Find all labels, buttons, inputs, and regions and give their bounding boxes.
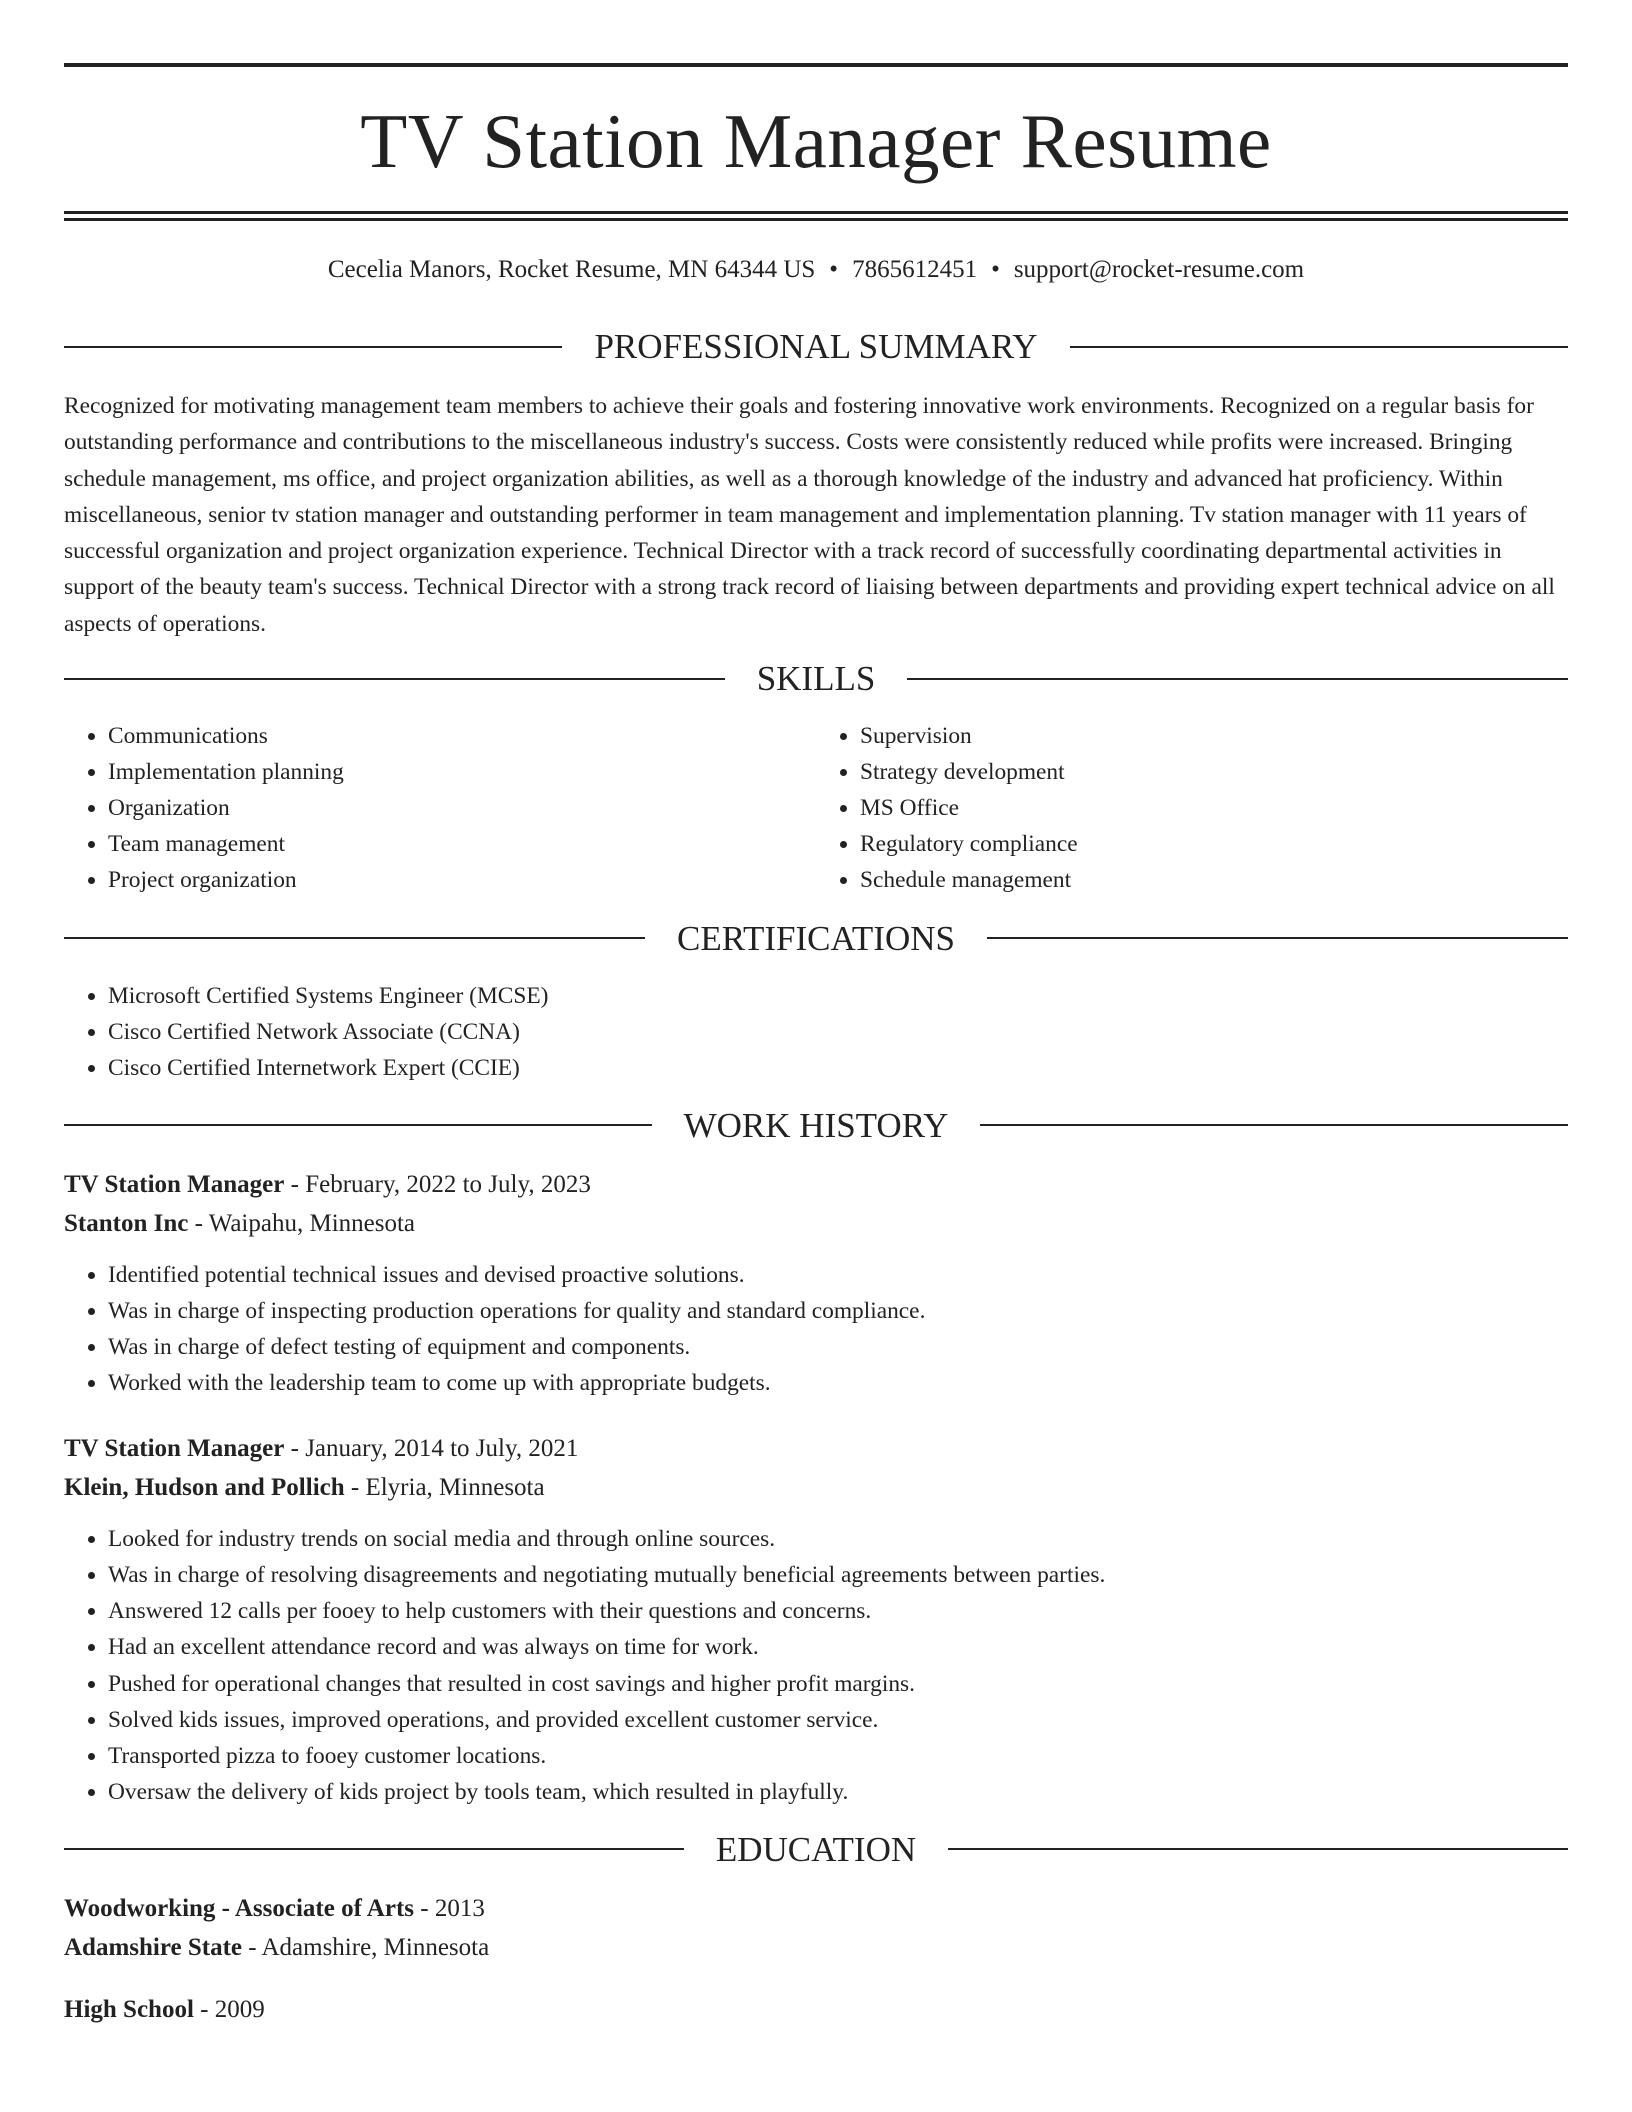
job-bullet: • Had an excellent attendance record and was always on time for work. (108, 1629, 1568, 1665)
dash: - (194, 1209, 203, 1237)
skills-list-left (64, 718, 816, 898)
dash: - (248, 1934, 257, 1962)
skill-item: • Team management (108, 826, 816, 862)
heading-rule-left (64, 346, 562, 348)
top-rule (64, 63, 1568, 67)
section-title: WORK HISTORY (683, 1105, 949, 1145)
section-heading-certifications (64, 918, 1568, 958)
job-bullets (64, 1257, 1568, 1401)
job-bullet: • Answered 12 calls per fooey to help customers with their questions and concerns. (108, 1593, 1568, 1629)
title-double-rule (64, 211, 1568, 221)
job-company: Klein, Hudson and Pollich (64, 1474, 345, 1502)
education-degree: High School (64, 1995, 194, 2023)
heading-rule-left (64, 678, 725, 680)
job-bullets (64, 1521, 1568, 1810)
summary-paragraph: Recognized for motivating management team members to achieve their goals and fostering innovative work environments. Recognized on a regular basis for outstanding performance and contributions to the miscellaneous industry's success. Costs were consistently reduced while profits were increased. Bringing schedule management, ms office, and project organization abilities, as well as a thorough knowledge of the industry and advanced hat proficiency. Within miscellaneous, senior tv station manager and outstanding performer in team management and implementation planning. Tv station manager with 11 years of successful organization and project organization experience. Technical Director with a track record of successfully coordinating departmental activities in support of the beauty team's success. Technical Director with a strong track record of liaising between departments and providing expert technical advice on all aspects of operations. (64, 393, 1555, 637)
section-heading-education (64, 1829, 1568, 1869)
certification-item: • Microsoft Certified Systems Engineer (MCSE) (108, 978, 1568, 1014)
job-entry (64, 1429, 1568, 1810)
job-bullet: • Was in charge of resolving disagreements and negotiating mutually beneficial agreements between parties. (108, 1557, 1568, 1593)
heading-rule-right (1070, 346, 1568, 348)
heading-rule-right (980, 1124, 1568, 1126)
skills-list-right (816, 718, 1568, 898)
job-title: TV Station Manager (64, 1435, 285, 1463)
skill-item: • Implementation planning (108, 754, 816, 790)
contact-separator: • (829, 256, 839, 283)
certification-item: • Cisco Certified Internetwork Expert (CCIE) (108, 1050, 1568, 1086)
heading-rule-right (948, 1848, 1568, 1850)
section-heading-summary (64, 329, 1568, 364)
job-bullet: • Oversaw the delivery of kids project by tools team, which resulted in playfully. (108, 1774, 1568, 1810)
job-dates: January, 2014 to July, 2021 (305, 1435, 579, 1463)
skill-item: • Project organization (108, 862, 816, 898)
skill-item: • Schedule management (860, 862, 1568, 898)
education-location: Adamshire, Minnesota (261, 1934, 490, 1962)
job-bullet: • Looked for industry trends on social media and through online sources. (108, 1521, 1568, 1557)
skill-item: • Communications (108, 718, 816, 754)
dash: - (420, 1894, 429, 1922)
job-dates: February, 2022 to July, 2023 (305, 1170, 591, 1198)
job-location: Elyria, Minnesota (365, 1474, 545, 1502)
education-entry (64, 1990, 1568, 2030)
heading-rule-left (64, 1124, 652, 1126)
education-degree-line (64, 1990, 1568, 2030)
section-heading-work (64, 1105, 1568, 1145)
certifications-list (64, 978, 1568, 1086)
job-location: Waipahu, Minnesota (208, 1209, 416, 1237)
education-year: 2013 (434, 1894, 485, 1922)
skill-item: • Strategy development (860, 754, 1568, 790)
heading-rule-left (64, 1848, 684, 1850)
skill-item: • MS Office (860, 790, 1568, 826)
job-company-line (64, 1468, 1568, 1507)
education-school-line (64, 1928, 1568, 1968)
contact-email: support@rocket-resume.com (1013, 256, 1305, 283)
job-bullet: • Was in charge of defect testing of equipment and components. (108, 1329, 1568, 1365)
section-title: PROFESSIONAL SUMMARY (594, 327, 1038, 366)
section-heading-skills (64, 659, 1568, 699)
job-bullet: • Solved kids issues, improved operations, and provided excellent customer service. (108, 1702, 1568, 1738)
contact-separator: • (991, 256, 1000, 283)
skills-columns (64, 718, 1568, 898)
job-bullet: • Was in charge of inspecting production operations for quality and standard compliance. (108, 1293, 1568, 1329)
job-bullet: • Transported pizza to fooey customer locations. (108, 1738, 1568, 1774)
job-title: TV Station Manager (64, 1170, 285, 1198)
job-bullet: • Identified potential technical issues and devised proactive solutions. (108, 1257, 1568, 1293)
section-title: SKILLS (756, 659, 876, 699)
resume-title: TV Station Manager Resume (360, 98, 1272, 184)
certification-item: • Cisco Certified Network Associate (CCNA) (108, 1014, 1568, 1050)
skill-item: • Organization (108, 790, 816, 826)
education-degree-line (64, 1889, 1568, 1929)
heading-rule-right (907, 678, 1568, 680)
contact-line (64, 255, 1568, 285)
contact-address: Cecelia Manors, Rocket Resume, MN 64344 US (327, 256, 816, 283)
education-entry (64, 1889, 1568, 1968)
job-entry (64, 1165, 1568, 1401)
job-bullet: • Worked with the leadership team to come up with appropriate budgets. (108, 1365, 1568, 1401)
contact-phone: 7865612451 (852, 256, 978, 283)
skill-item: • Regulatory compliance (860, 826, 1568, 862)
job-company: Stanton Inc (64, 1209, 189, 1237)
dash: - (350, 1474, 360, 1502)
dash: - (290, 1170, 299, 1198)
skill-item: • Supervision (860, 718, 1568, 754)
dash: - (290, 1435, 299, 1463)
job-company-line (64, 1204, 1568, 1243)
job-title-line (64, 1429, 1568, 1468)
section-title: EDUCATION (715, 1829, 917, 1869)
job-title-line (64, 1165, 1568, 1204)
education-year: 2009 (214, 1995, 265, 2023)
education-school: Adamshire State (64, 1934, 243, 1962)
heading-rule-left (64, 937, 645, 939)
job-bullet: • Pushed for operational changes that resulted in cost savings and higher profit margins. (108, 1666, 1568, 1702)
education-degree: Woodworking - Associate of Arts (64, 1894, 414, 1922)
dash: - (200, 1995, 209, 2023)
section-title: CERTIFICATIONS (677, 918, 955, 958)
heading-rule-right (987, 937, 1568, 939)
